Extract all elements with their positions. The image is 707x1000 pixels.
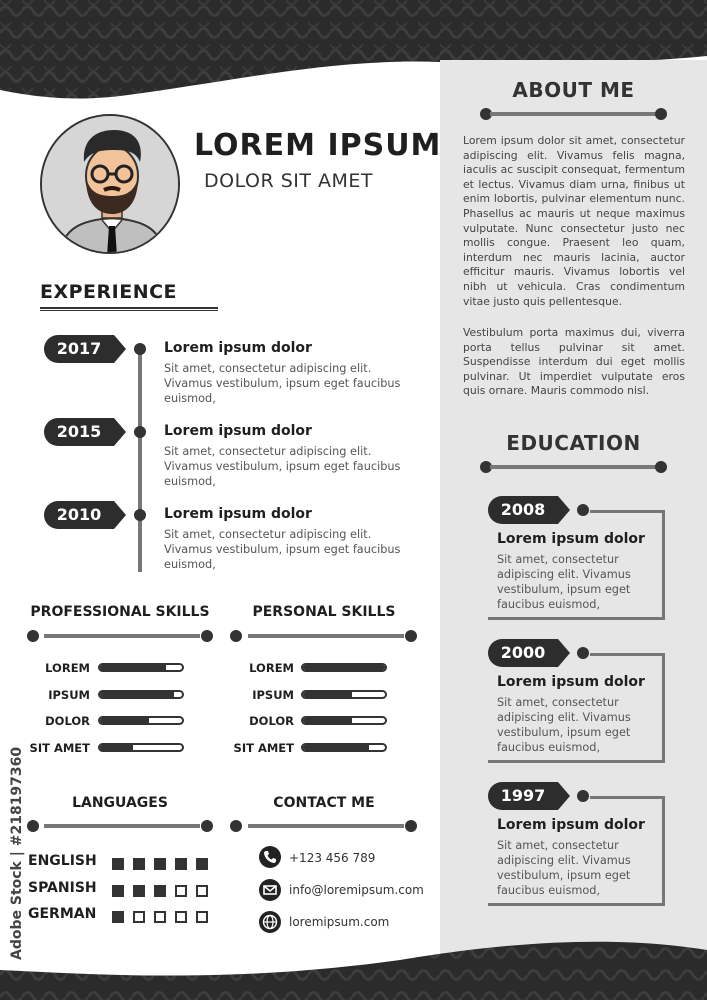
about-paragraph-2: Vestibulum porta maximus dui, viverra porta tellus pulvinar sit amet. Suspendisse interdum dui eget mollis pulvinar. Ut imperdiet vulputate eros quis ornare. Mauris commodo nisl.	[463, 326, 685, 398]
level-square	[112, 911, 124, 923]
skill-bar	[98, 743, 184, 752]
level-square	[196, 911, 208, 923]
about-rule-dot-right	[655, 108, 667, 120]
education-title: Lorem ipsum dolor	[497, 674, 645, 690]
avatar	[40, 114, 180, 254]
skill-label: LOREM	[249, 661, 294, 675]
person-name: LOREM IPSUM	[194, 128, 442, 163]
level-square	[154, 885, 166, 897]
skill-label: DOLOR	[45, 714, 90, 728]
language-level	[112, 855, 217, 874]
education-description: Sit amet, consectetur adipiscing elit. Vivamus vestibulum, ipsum eget faucibus euismod,	[497, 839, 631, 897]
skill-bar-fill	[100, 692, 174, 697]
skill-bar-fill	[303, 692, 352, 697]
skill-label: SIT AMET	[29, 740, 90, 755]
contact-website[interactable]: loremipsum.com	[289, 915, 390, 929]
year-badge: 2017	[44, 335, 114, 363]
skill-bar-fill	[303, 665, 385, 670]
person-title: DOLOR SIT AMET	[204, 170, 374, 192]
contact-email[interactable]: info@loremipsum.com	[289, 883, 424, 897]
pers-skills-dot-left	[230, 630, 242, 642]
skill-label: IPSUM	[252, 687, 294, 702]
contact-dot-left	[230, 820, 242, 832]
skill-bar-fill	[303, 718, 352, 723]
experience-heading: EXPERIENCE	[40, 281, 178, 303]
bottom-wave-band	[0, 920, 707, 1000]
contact-dot-right	[405, 820, 417, 832]
timeline-dot	[577, 647, 589, 659]
year-badge-arrow	[114, 335, 126, 363]
pers-skills-rule	[248, 634, 404, 638]
education-description: Sit amet, consectetur adipiscing elit. Vivamus vestibulum, ipsum eget faucibus euismod,	[497, 696, 631, 754]
skill-label: DOLOR	[249, 714, 294, 728]
education-rule-dot-right	[655, 461, 667, 473]
language-label: GERMAN	[28, 906, 97, 922]
job-title: Lorem ipsum dolor	[164, 506, 312, 522]
level-square	[154, 858, 166, 870]
email-icon	[259, 879, 281, 901]
level-square	[133, 858, 145, 870]
education-title: Lorem ipsum dolor	[497, 817, 645, 833]
skill-bar	[301, 663, 387, 672]
education-bracket-bottom	[488, 617, 592, 620]
contact-phone[interactable]: +123 456 789	[289, 851, 376, 865]
education-description: Sit amet, consectetur adipiscing elit. Vivamus vestibulum, ipsum eget faucibus euismod,	[497, 553, 631, 611]
year-badge: 2008	[488, 496, 558, 524]
language-label: SPANISH	[28, 879, 97, 896]
year-badge: 2015	[44, 418, 114, 446]
contact-heading: CONTACT ME	[273, 795, 375, 811]
skill-bar-fill	[100, 745, 133, 750]
level-square	[112, 858, 124, 870]
level-square	[175, 858, 187, 870]
prof-skills-rule	[44, 634, 200, 638]
phone-icon	[259, 846, 281, 868]
level-square	[175, 911, 187, 923]
year-badge: 2010	[44, 501, 114, 529]
job-title: Lorem ipsum dolor	[164, 340, 312, 356]
skill-bar	[98, 716, 184, 725]
level-square	[196, 885, 208, 897]
skill-label: LOREM	[45, 661, 90, 675]
pers-skills-dot-right	[405, 630, 417, 642]
experience-timeline-line	[138, 350, 142, 572]
man-portrait-icon	[42, 116, 180, 254]
level-square	[175, 885, 187, 897]
skill-bar	[301, 716, 387, 725]
timeline-dot	[134, 426, 146, 438]
languages-heading: LANGUAGES	[72, 795, 168, 811]
contact-rule	[248, 824, 404, 828]
languages-dot-right	[201, 820, 213, 832]
year-badge: 1997	[488, 782, 558, 810]
job-description: Sit amet, consectetur adipiscing elit. Vivamus vestibulum, ipsum eget faucibus euismod,	[164, 445, 401, 488]
professional-skills-heading: PROFESSIONAL SKILLS	[30, 604, 210, 620]
prof-skills-dot-right	[201, 630, 213, 642]
language-label: ENGLISH	[28, 853, 97, 869]
job-title: Lorem ipsum dolor	[164, 423, 312, 439]
language-level	[112, 908, 217, 927]
skill-bar	[301, 743, 387, 752]
education-rule	[490, 465, 658, 469]
job-description: Sit amet, consectetur adipiscing elit. Vivamus vestibulum, ipsum eget faucibus euismod,	[164, 362, 401, 405]
timeline-dot	[577, 504, 589, 516]
year-badge-arrow	[114, 501, 126, 529]
skill-bar-fill	[100, 665, 166, 670]
timeline-dot	[577, 790, 589, 802]
level-square	[133, 911, 145, 923]
personal-skills-heading: PERSONAL SKILLS	[252, 604, 396, 620]
level-square	[112, 885, 124, 897]
education-bracket-bottom	[488, 760, 592, 763]
about-rule	[490, 112, 658, 116]
experience-underline	[40, 307, 218, 309]
year-badge-arrow	[558, 639, 570, 667]
year-badge-arrow	[558, 782, 570, 810]
globe-icon	[259, 911, 281, 933]
about-heading: ABOUT ME	[512, 78, 635, 102]
stock-watermark-text: Adobe Stock | #218197360	[9, 746, 25, 960]
year-badge-arrow	[114, 418, 126, 446]
job-description: Sit amet, consectetur adipiscing elit. Vivamus vestibulum, ipsum eget faucibus euismod,	[164, 528, 401, 571]
experience-underline-thin	[40, 310, 218, 311]
year-badge: 2000	[488, 639, 558, 667]
prof-skills-dot-left	[27, 630, 39, 642]
languages-rule	[44, 824, 200, 828]
education-title: Lorem ipsum dolor	[497, 531, 645, 547]
education-bracket-bottom	[488, 903, 592, 906]
skill-bar	[98, 663, 184, 672]
timeline-dot	[134, 509, 146, 521]
level-square	[154, 911, 166, 923]
about-paragraph-1: Lorem ipsum dolor sit amet, consectetur adipiscing elit. Vivamus felis magna, iaculis ac suscipit consequat, fermentum et lectus. Vivamus diam urna, finibus ut enim lobortis, pulvinar elementum nunc. Phasellus ac mauris ut neque maximus vulputate. Nunc consectetur justo nec mollis congue. Praesent leo quam, interdum nec mauris lacinia, auctor efficitur mauris. Vivamus lobortis vel nibh ut vehicula. Cras condimentum vitae justo quis pellentesque.	[463, 134, 685, 308]
timeline-dot	[134, 343, 146, 355]
skill-bar	[301, 690, 387, 699]
level-square	[133, 885, 145, 897]
language-level	[112, 882, 217, 901]
languages-dot-left	[27, 820, 39, 832]
skill-bar-fill	[303, 745, 369, 750]
level-square	[196, 858, 208, 870]
skill-bar-fill	[100, 718, 149, 723]
skill-label: IPSUM	[48, 687, 90, 702]
education-heading: EDUCATION	[506, 431, 641, 455]
skill-bar	[98, 690, 184, 699]
year-badge-arrow	[558, 496, 570, 524]
skill-label: SIT AMET	[233, 740, 294, 755]
